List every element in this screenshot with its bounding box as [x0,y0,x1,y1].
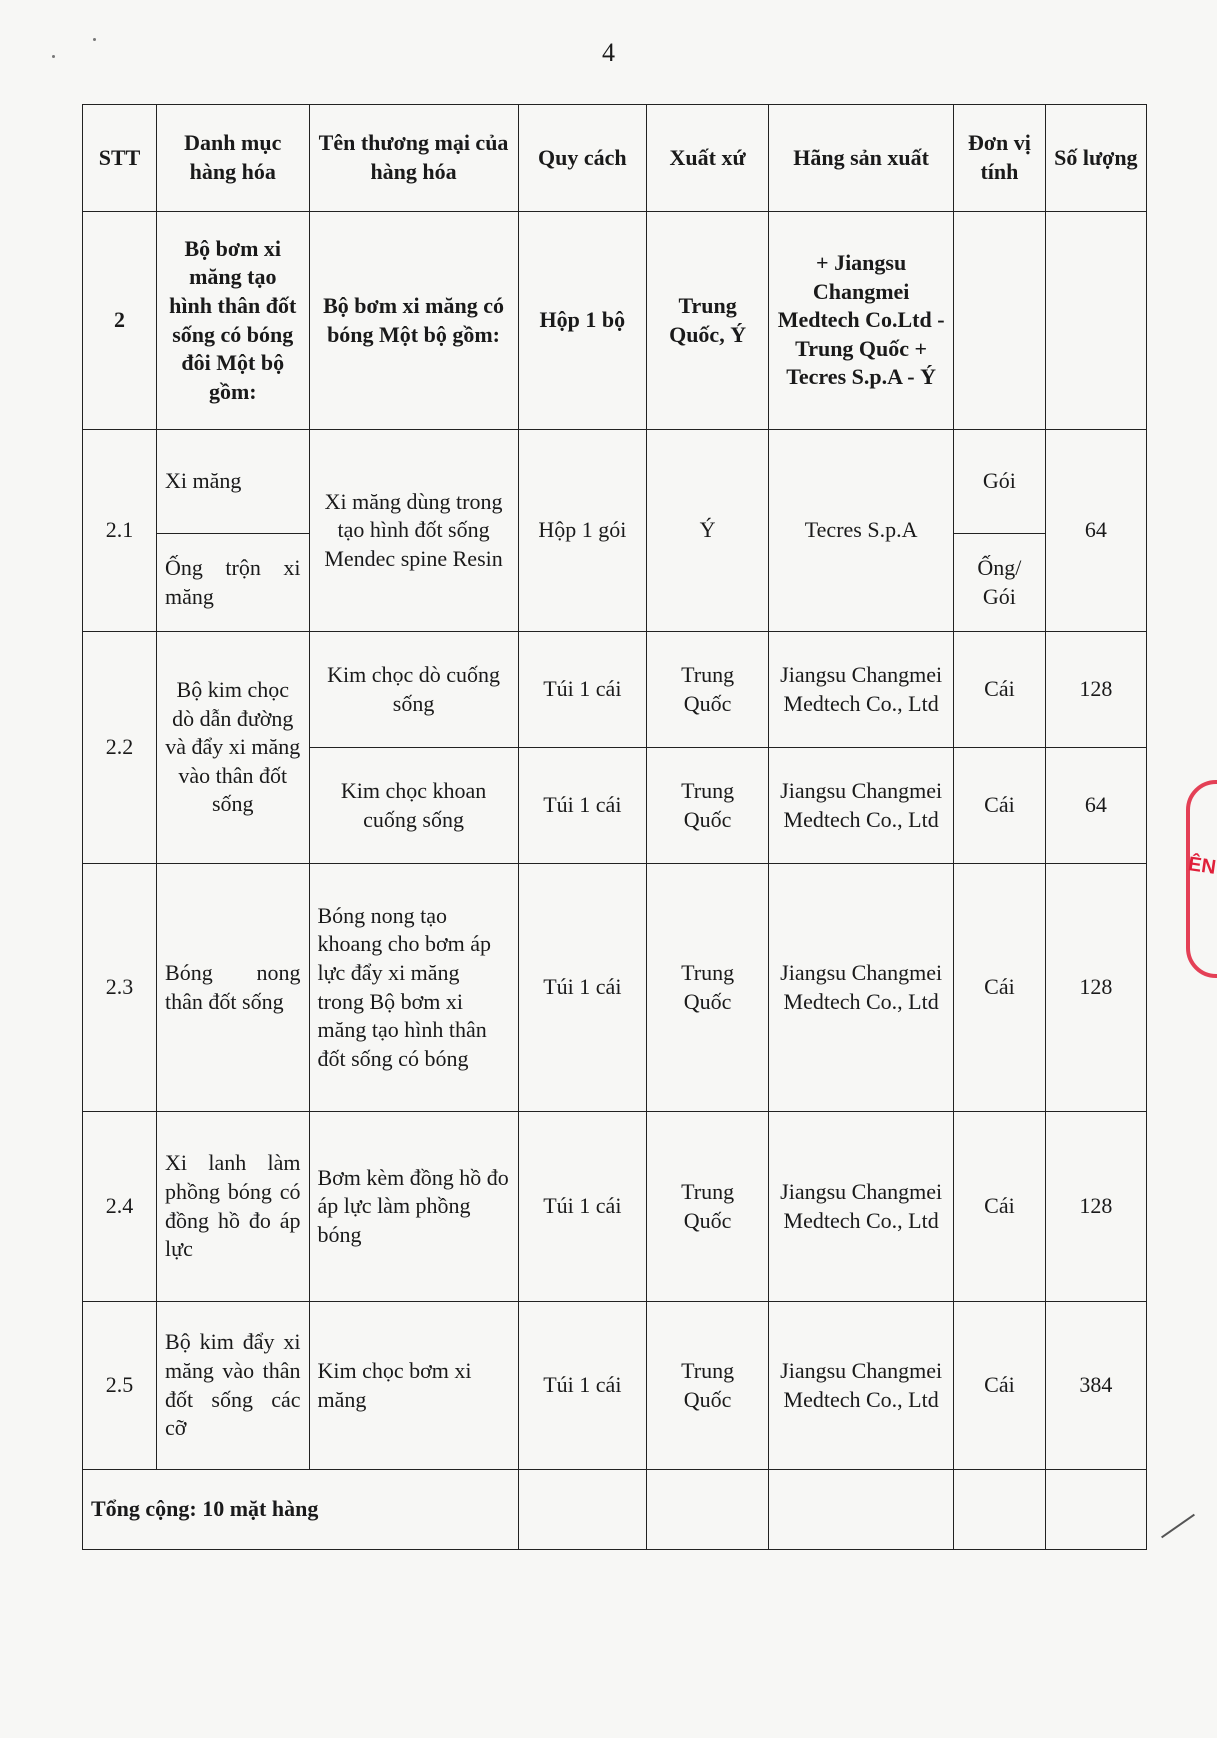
row-origin: Trung Quốc [647,864,769,1112]
total-empty-cell [647,1470,769,1550]
table-row [83,864,1147,1112]
row-spec: Túi 1 cái [518,632,647,748]
table-row [83,212,1147,430]
row-unit: Gói [954,430,1045,534]
row-trade-name: Kim chọc dò cuống sống [309,632,518,748]
row-unit: Cái [954,748,1045,864]
row-spec: Túi 1 cái [518,748,647,864]
table-row [83,1112,1147,1302]
row-unit [954,212,1045,430]
row-stt: 2 [83,212,157,430]
row-quantity: 64 [1045,430,1146,632]
row-trade-name: Bóng nong tạo khoang cho bơm áp lực đẩy xi măng trong Bộ bơm xi măng tạo hình thân đốt sống có bóng [309,864,518,1112]
row-category: Bộ bơm xi măng tạo hình thân đốt sống có bóng đôi Một bộ gồm: [157,212,309,430]
row-category: Ống trộn xi măng [157,534,309,632]
row-manufacturer: + Jiangsu Changmei Medtech Co.Ltd - Trung Quốc + Tecres S.p.A - Ý [769,212,954,430]
row-category: Xi lanh làm phồng bóng có đồng hồ đo áp lực [157,1112,309,1302]
margin-pen-mark [1161,1514,1195,1539]
row-unit: Cái [954,632,1045,748]
stamp-text: ÊN [1186,853,1217,879]
row-origin: Trung Quốc, Ý [647,212,769,430]
row-spec: Hộp 1 gói [518,430,647,632]
row-spec: Túi 1 cái [518,864,647,1112]
row-category: Bóng nong thân đốt sống [157,864,309,1112]
row-trade-name: Xi măng dùng trong tạo hình đốt sống Mendec spine Resin [309,430,518,632]
row-quantity: 64 [1045,748,1146,864]
row-category: Bộ kim chọc dò dẫn đường và đẩy xi măng vào thân đốt sống [157,632,309,864]
row-stt: 2.4 [83,1112,157,1302]
page-number: 4 [602,38,615,67]
total-empty-cell [769,1470,954,1550]
total-empty-cell [518,1470,647,1550]
row-origin: Trung Quốc [647,748,769,864]
row-quantity: 128 [1045,864,1146,1112]
header-category: Danh mục hàng hóa [157,105,309,212]
total-label: Tổng cộng: 10 mặt hàng [83,1470,519,1550]
row-manufacturer: Jiangsu Changmei Medtech Co., Ltd [769,748,954,864]
row-trade-name: Bơm kèm đồng hồ đo áp lực làm phồng bóng [309,1112,518,1302]
header-unit: Đơn vị tính [954,105,1045,212]
row-origin: Trung Quốc [647,632,769,748]
header-manufacturer: Hãng sản xuất [769,105,954,212]
row-trade-name: Kim chọc bơm xi măng [309,1302,518,1470]
row-unit: Cái [954,1302,1045,1470]
row-trade-name: Bộ bơm xi măng có bóng Một bộ gồm: [309,212,518,430]
header-spec: Quy cách [518,105,647,212]
row-manufacturer: Jiangsu Changmei Medtech Co., Ltd [769,1112,954,1302]
row-category: Xi măng [157,430,309,534]
table-row [83,632,1147,748]
row-manufacturer: Jiangsu Changmei Medtech Co., Ltd [769,632,954,748]
row-manufacturer: Jiangsu Changmei Medtech Co., Ltd [769,1302,954,1470]
row-quantity: 384 [1045,1302,1146,1470]
header-origin: Xuất xứ [647,105,769,212]
row-unit: Ống/ Gói [954,534,1045,632]
row-trade-name: Kim chọc khoan cuống sống [309,748,518,864]
goods-table [82,104,1147,1550]
row-unit: Cái [954,1112,1045,1302]
row-quantity: 128 [1045,1112,1146,1302]
table-row [83,1302,1147,1470]
header-stt: STT [83,105,157,212]
row-stt: 2.3 [83,864,157,1112]
row-stt: 2.5 [83,1302,157,1470]
total-empty-cell [1045,1470,1146,1550]
row-spec: Túi 1 cái [518,1302,647,1470]
row-spec: Hộp 1 bộ [518,212,647,430]
header-quantity: Số lượng [1045,105,1146,212]
table-row [83,430,1147,534]
row-stt: 2.2 [83,632,157,864]
header-trade-name: Tên thương mại của hàng hóa [309,105,518,212]
row-unit: Cái [954,864,1045,1112]
row-spec: Túi 1 cái [518,1112,647,1302]
row-stt: 2.1 [83,430,157,632]
header-row [83,105,1147,212]
row-origin: Trung Quốc [647,1112,769,1302]
total-empty-cell [954,1470,1045,1550]
row-manufacturer: Tecres S.p.A [769,430,954,632]
row-origin: Trung Quốc [647,1302,769,1470]
row-origin: Ý [647,430,769,632]
total-row [83,1470,1147,1550]
row-manufacturer: Jiangsu Changmei Medtech Co., Ltd [769,864,954,1112]
row-category: Bộ kim đẩy xi măng vào thân đốt sống các cỡ [157,1302,309,1470]
row-quantity [1045,212,1146,430]
row-quantity: 128 [1045,632,1146,748]
